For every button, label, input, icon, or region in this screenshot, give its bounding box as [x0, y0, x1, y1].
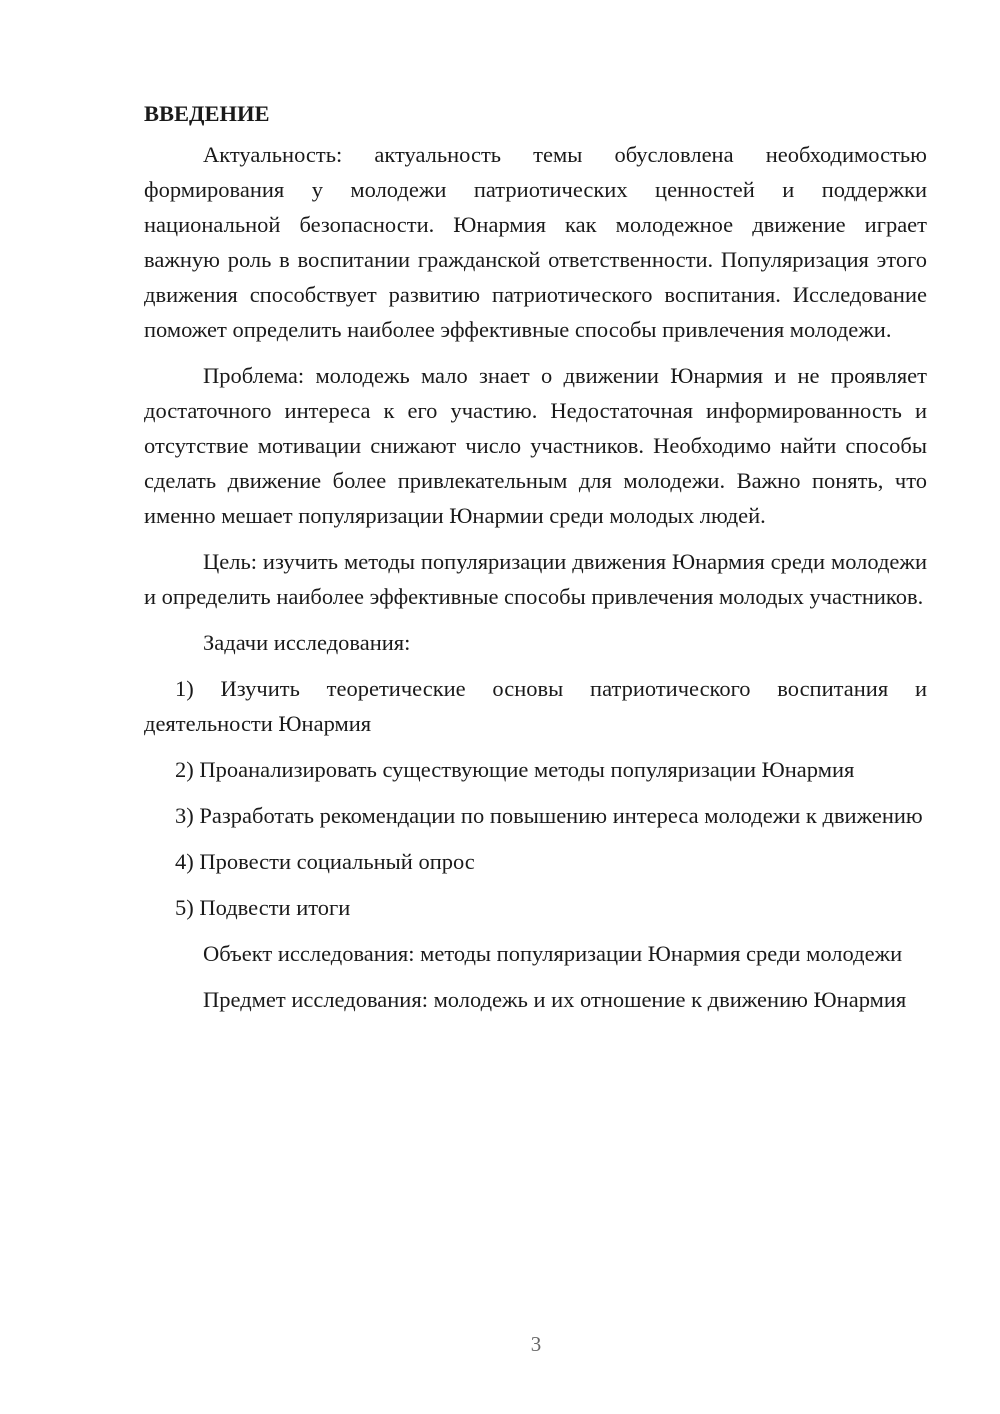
task-item-5: 5) Подвести итоги	[175, 895, 351, 920]
task-item-3: 3) Разработать рекомендации по повышению интереса молодежи к движению	[175, 803, 923, 828]
page-number: 3	[530, 1332, 542, 1356]
page-title: ВВЕДЕНИЕ	[144, 101, 270, 126]
tasks-heading: Задачи исследования:	[203, 630, 411, 655]
task-item-2: 2) Проанализировать существующие методы популяризации Юнармия	[175, 757, 855, 782]
task-item-4: 4) Провести социальный опрос	[175, 849, 475, 874]
relevance-paragraph: Актуальность: актуальность темы обусловлена необходимостью формирования у молодежи патриотических ценностей и поддержки национальной безопасности. Юнармия как молодежное движение играет важную роль в воспитании гражданской ответственности. Популяризация этого движения способствует развитию патриотического воспитания. Исследование поможет определить наиболее эффективные способы привлечения молодежи.	[144, 142, 927, 342]
goal-paragraph: Цель: изучить методы популяризации движения Юнармия среди молодежи и определить наиболее эффективные способы привлечения молодых участников.	[144, 549, 927, 609]
object-paragraph: Объект исследования: методы популяризации Юнармия среди молодежи	[203, 941, 903, 966]
task-item-1: 1) Изучить теоретические основы патриотического воспитания и деятельности Юнармия	[144, 676, 927, 736]
subject-paragraph: Предмет исследования: молодежь и их отношение к движению Юнармия	[203, 987, 907, 1012]
problem-paragraph: Проблема: молодежь мало знает о движении Юнармия и не проявляет достаточного интереса к его участию. Недостаточная информированность и отсутствие мотивации снижают число участников. Необходимо найти способы сделать движение более привлекательным для молодежи. Важно понять, что именно мешает популяризации Юнармии среди молодых людей.	[144, 363, 927, 528]
document-body	[144, 96, 927, 1017]
